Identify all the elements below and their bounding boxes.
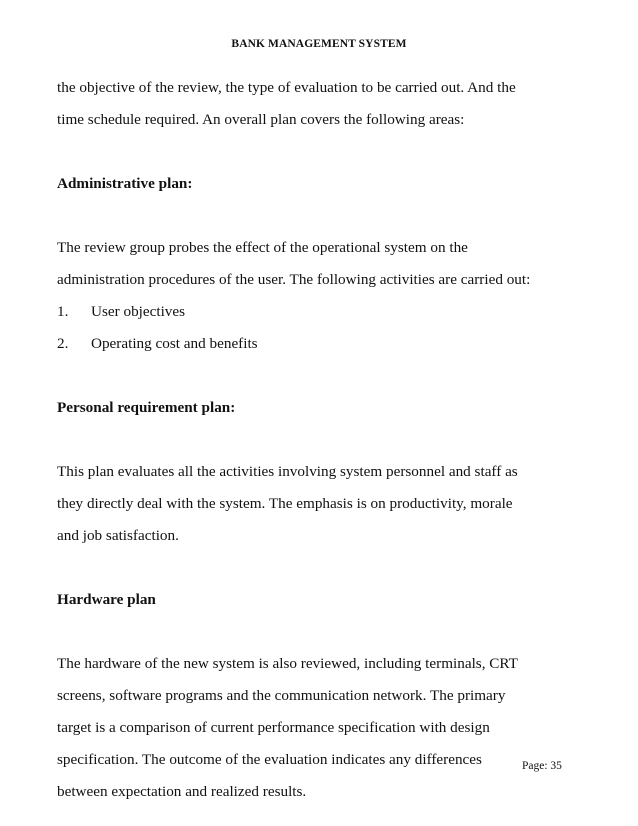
paragraph-line: they directly deal with the system. The emphasis is on productivity, morale bbox=[57, 495, 513, 512]
section-heading-personal: Personal requirement plan: bbox=[57, 399, 236, 416]
activities-list bbox=[57, 296, 587, 360]
paragraph-line: time schedule required. An overall plan covers the following areas: bbox=[57, 111, 465, 128]
list-item-number: 1. bbox=[57, 303, 69, 320]
paragraph-line: The hardware of the new system is also reviewed, including terminals, CRT bbox=[57, 655, 518, 672]
paragraph-line: screens, software programs and the communication network. The primary bbox=[57, 687, 506, 704]
page-content bbox=[57, 72, 587, 808]
paragraph-line: This plan evaluates all the activities involving system personnel and staff as bbox=[57, 463, 518, 480]
paragraph-line: and job satisfaction. bbox=[57, 527, 179, 544]
paragraph-line: the objective of the review, the type of evaluation to be carried out. And the bbox=[57, 79, 516, 96]
running-header: BANK MANAGEMENT SYSTEM bbox=[231, 38, 407, 50]
paragraph-line: administration procedures of the user. The following activities are carried out: bbox=[57, 271, 531, 288]
section-heading-hardware: Hardware plan bbox=[57, 591, 156, 608]
personal-paragraph bbox=[57, 456, 587, 552]
paragraph-line: specification. The outcome of the evaluation indicates any differences bbox=[57, 751, 482, 768]
paragraph-line: between expectation and realized results. bbox=[57, 783, 307, 800]
list-item-number: 2. bbox=[57, 335, 69, 352]
page-number: Page: 35 bbox=[522, 760, 562, 772]
list-item bbox=[57, 296, 587, 328]
list-item bbox=[57, 328, 587, 360]
intro-paragraph bbox=[57, 72, 587, 136]
paragraph-line: The review group probes the effect of the operational system on the bbox=[57, 239, 468, 256]
administrative-paragraph bbox=[57, 232, 587, 296]
section-heading-administrative: Administrative plan: bbox=[57, 175, 193, 192]
paragraph-line: target is a comparison of current performance specification with design bbox=[57, 719, 490, 736]
list-item-text: Operating cost and benefits bbox=[91, 335, 258, 352]
hardware-paragraph bbox=[57, 648, 587, 808]
list-item-text: User objectives bbox=[91, 303, 186, 320]
